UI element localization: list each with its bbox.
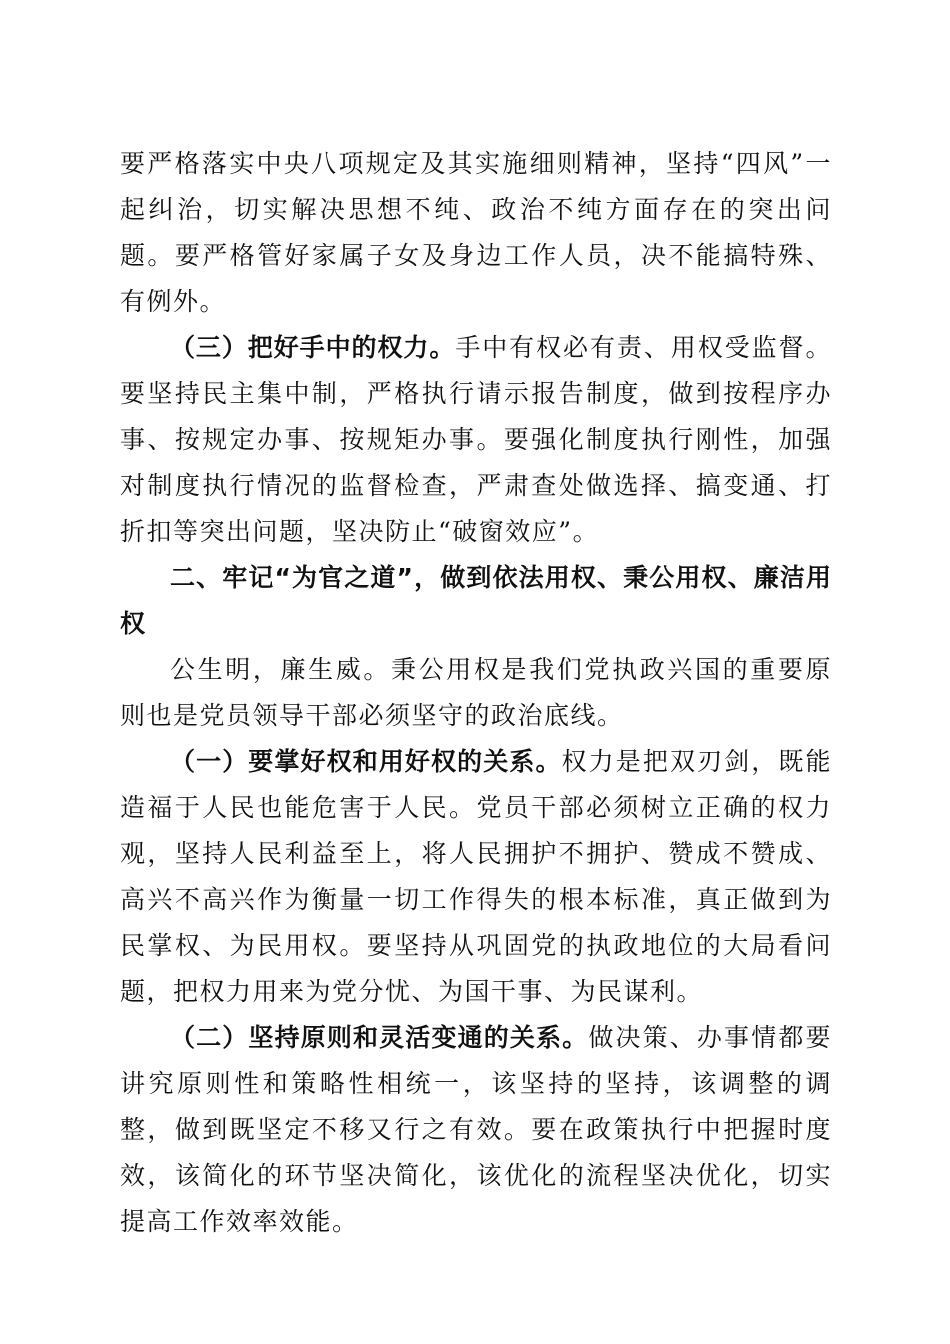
paragraph-continued xyxy=(120,141,832,325)
paragraph-text: 要严格落实中央八项规定及其实施细则精神，坚持“四风”一起纠治，切实解决思想不纯、政治不纯方面存在的突出问题。要严格管好家属子女及身边工作人员，决不能搞特殊、有例外。 xyxy=(120,149,832,316)
paragraph-intro xyxy=(120,647,832,739)
paragraph-lead-heading: （二）坚持原则和灵活变通的关系。 xyxy=(170,1023,589,1052)
paragraph-text: 权力是把双刃剑，既能造福于人民也能危害于人民。党员干部必须树立正确的权力观，坚持人民利益至上，将人民拥护不拥护、赞成不赞成、高兴不高兴作为衡量一切工作得失的根本标准，真正做到为民掌权、为民用权。要坚持从巩固党的执政地位的大局看问题，把权力用来为党分忧、为国干事、为民谋利。 xyxy=(120,747,832,1006)
paragraph-lead-heading: （一）要掌好权和用好权的关系。 xyxy=(170,747,562,776)
paragraph-text: 手中有权必有责、用权受监督。要坚持民主集中制，严格执行请示报告制度，做到按程序办事、按规定办事、按规矩办事。要强化制度执行刚性，加强对制度执行情况的监督检查，严肃查处做选择、搞变通、打折扣等突出问题，坚决防止“破窗效应”。 xyxy=(120,333,832,546)
paragraph-power-relationship xyxy=(120,739,832,1015)
paragraph-lead-heading: （三）把好手中的权力。 xyxy=(170,333,456,362)
paragraph-text: 公生明，廉生威。秉公用权是我们党执政兴国的重要原则也是党员领导干部必须坚守的政治底线。 xyxy=(120,655,832,730)
paragraph-principle-flexibility xyxy=(120,1015,832,1245)
paragraph-text: 做决策、办事情都要讲究原则性和策略性相统一，该坚持的坚持，该调整的调整，做到既坚定不移又行之有效。要在政策执行中把握时度效，该简化的环节坚决简化，该优化的流程坚决优化，切实提高工作效率效能。 xyxy=(120,1023,832,1236)
paragraph-power-in-hand xyxy=(120,325,832,555)
section-heading: 二、牢记“为官之道”，做到依法用权、秉公用权、廉洁用权 xyxy=(120,563,832,638)
document-body xyxy=(120,141,832,1245)
